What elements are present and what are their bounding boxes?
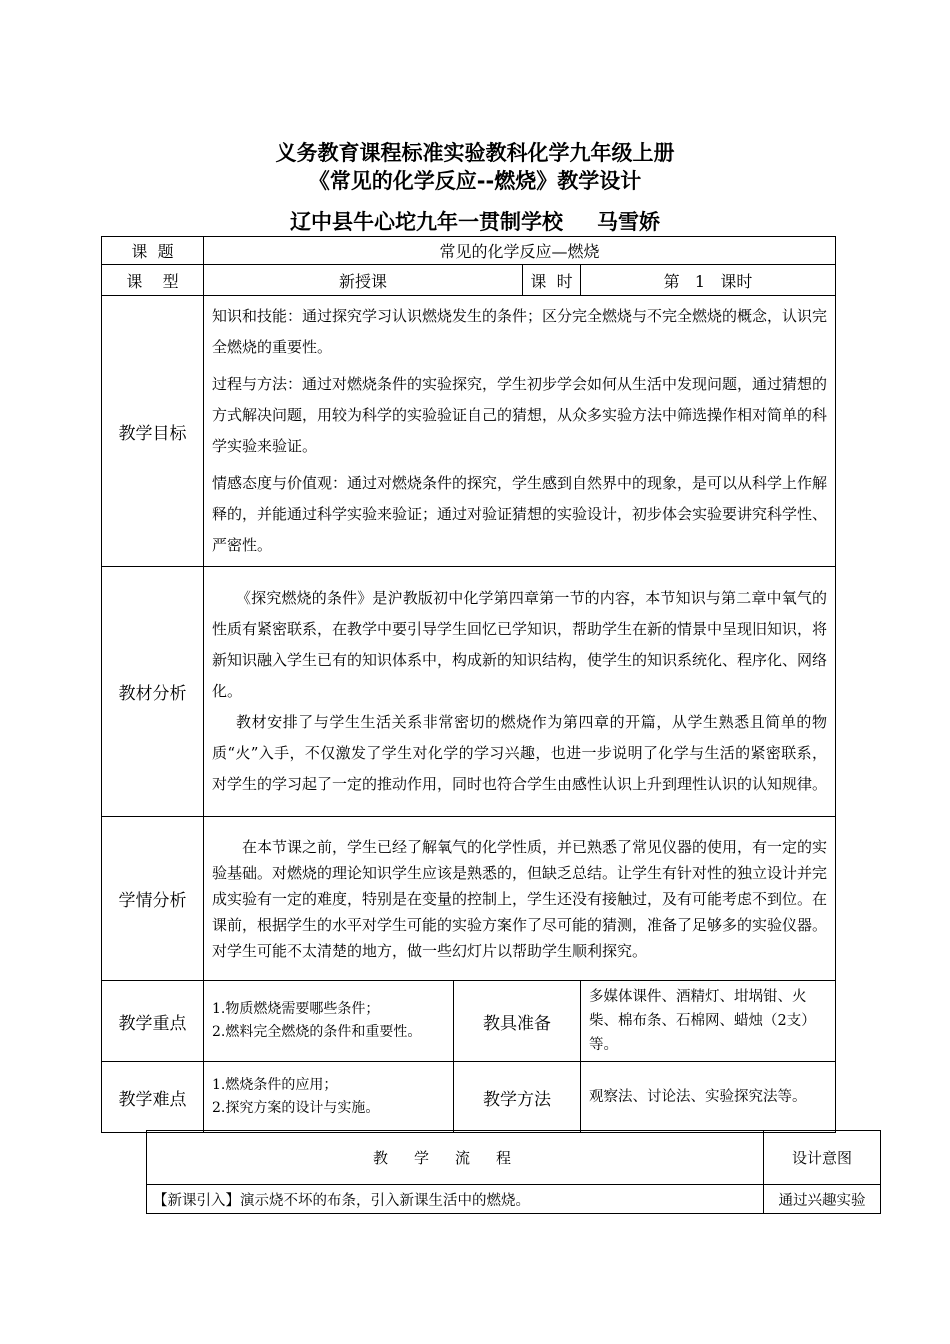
hours-label: 课 时	[523, 265, 581, 296]
lesson-plan-table	[101, 236, 836, 1133]
school-name: 辽中县牛心坨九年一贯制学校	[290, 210, 563, 234]
key-point-item: 1.物质燃烧需要哪些条件；	[212, 1001, 380, 1017]
students-row	[102, 817, 836, 981]
type-label: 课 型	[102, 265, 204, 296]
author-line	[0, 206, 950, 236]
topic-row	[102, 237, 836, 265]
key-label: 教学重点	[102, 981, 204, 1062]
key-points	[204, 981, 454, 1062]
goals-row	[102, 296, 836, 567]
material-cell	[204, 567, 836, 817]
document-title: 义务教育课程标准实验教科化学九年级上册	[275, 141, 675, 165]
type-row	[102, 265, 836, 296]
material-paragraph: 《探究燃烧的条件》是沪教版初中化学第四章第一节的内容，本节知识与第二章中氧气的性质有紧密联系，在教学中要引导学生回忆已学知识，帮助学生在新的情景中呈现旧知识，将新知识融入学生已有的知识体系中，构成新的知识结构，使学生的知识系统化、程序化、网络化。	[212, 589, 828, 700]
difficult-label: 教学难点	[102, 1062, 204, 1133]
methods-value: 观察法、讨论法、实验探究法等。	[581, 1062, 836, 1133]
teaching-flow-table	[146, 1130, 881, 1214]
topic-label: 课 题	[102, 237, 204, 265]
goal-knowledge: 知识和技能：通过探究学习认识燃烧发生的条件；区分完全燃烧与不完全燃烧的概念，认识完全燃烧的重要性。	[212, 307, 828, 356]
flow-header: 教学流程	[147, 1131, 764, 1185]
material-paragraph: 教材安排了与学生生活关系非常密切的燃烧作为第四章的开篇，从学生熟悉且简单的物质“火”入手，不仅激发了学生对化学的学习兴趣，也进一步说明了化学与生活的紧密联系，对学生的学习起了一定的推动作用，同时也符合学生由感性认识上升到理性认识的认知规律。	[212, 713, 828, 793]
students-cell	[204, 817, 836, 981]
type-value: 新授课	[204, 265, 523, 296]
document-subtitle: 《常见的化学反应--燃烧》教学设计	[308, 169, 642, 193]
students-paragraph: 在本节课之前，学生已经了解氧气的化学性质，并已熟悉了常见仪器的使用，有一定的实验基础。对燃烧的理论知识学生应该是熟悉的，但缺乏总结。让学生有针对性的独立设计并完成实验有一定的难度，特别是在变量的控制上，学生还没有接触过，及有可能考虑不到位。在课前，根据学生的水平对学生可能的实验方案作了尽可能的猜测，准备了足够多的实验仪器。对学生可能不太清楚的地方，做一些幻灯片以帮助学生顺利探究。	[212, 837, 828, 960]
topic-value: 常见的化学反应—燃烧	[204, 237, 836, 265]
flow-intro-intent: 通过兴趣实验	[764, 1185, 881, 1214]
goals-label: 教学目标	[102, 296, 204, 567]
author-name: 马雪娇	[597, 210, 660, 234]
flow-intro-step: 【新课引入】演示烧不坏的布条，引入新课生活中的燃烧。	[147, 1185, 764, 1214]
key-row	[102, 981, 836, 1062]
key-point-item: 2.燃料完全燃烧的条件和重要性。	[212, 1024, 422, 1040]
material-label: 教材分析	[102, 567, 204, 817]
difficult-point-item: 1.燃烧条件的应用；	[212, 1077, 338, 1093]
intent-header: 设计意图	[764, 1131, 881, 1185]
tools-value: 多媒体课件、酒精灯、坩埚钳、火柴、棉布条、石棉网、蜡烛（2支）等。	[581, 981, 836, 1062]
goal-process: 过程与方法：通过对燃烧条件的实验探究，学生初步学会如何从生活中发现问题，通过猜想的方式解决问题，用较为科学的实验验证自己的猜想，从众多实验方法中筛选操作相对简单的科学实验来验证。	[212, 375, 828, 455]
difficult-point-item: 2.探究方案的设计与实施。	[212, 1100, 380, 1116]
students-label: 学情分析	[102, 817, 204, 981]
flow-row	[147, 1185, 881, 1214]
methods-label: 教学方法	[454, 1062, 581, 1133]
flow-header-row	[147, 1131, 881, 1185]
difficult-row	[102, 1062, 836, 1133]
hours-value: 第 1 课时	[581, 265, 836, 296]
goal-attitude: 情感态度与价值观：通过对燃烧条件的探究，学生感到自然界中的现象，是可以从科学上作解释的，并能通过科学实验来验证；通过对验证猜想的实验设计，初步体会实验要讲究科学性、严密性。	[212, 474, 828, 554]
goals-cell	[204, 296, 836, 567]
material-row	[102, 567, 836, 817]
tools-label: 教具准备	[454, 981, 581, 1062]
difficult-points	[204, 1062, 454, 1133]
